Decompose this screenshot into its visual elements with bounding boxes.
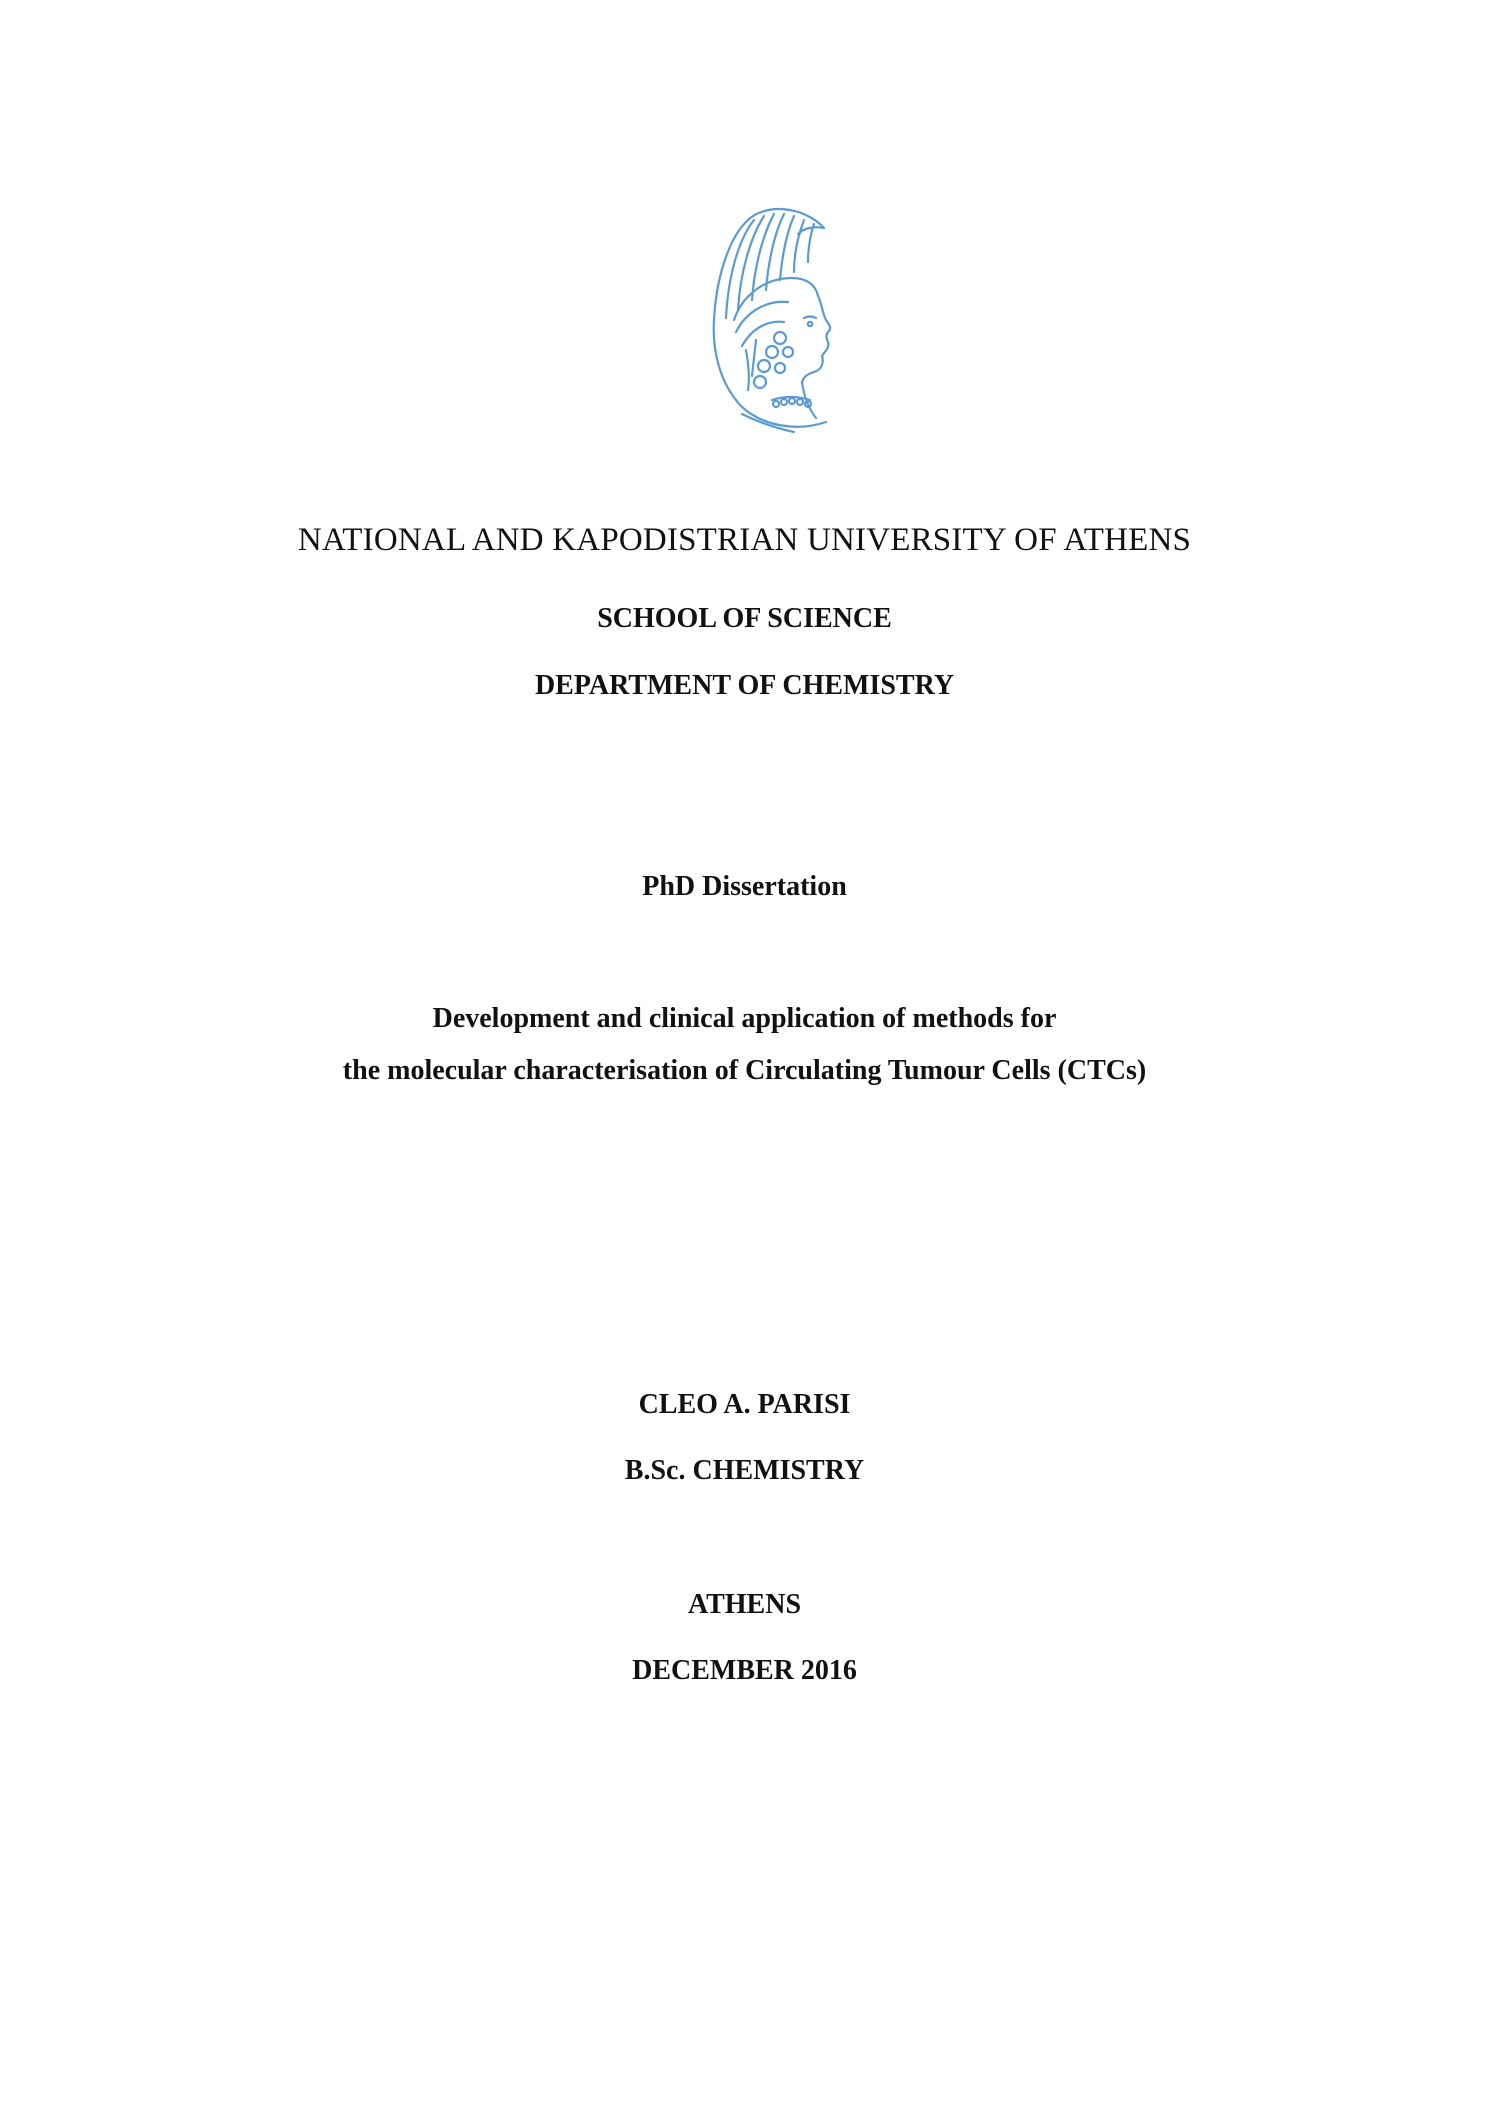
- dissertation-title-line-1: Development and clinical application of methods for: [432, 1003, 1057, 1034]
- city: ATHENS: [687, 1589, 802, 1620]
- school-name: SCHOOL OF SCIENCE: [597, 603, 892, 634]
- dissertation-title-line-2: the molecular characterisation of Circulating Tumour Cells (CTCs): [342, 1055, 1147, 1086]
- document-type: PhD Dissertation: [642, 871, 847, 902]
- athena-head-emblem-icon: [676, 200, 836, 440]
- submission-date: DECEMBER 2016: [632, 1655, 857, 1686]
- author-degree: B.Sc. CHEMISTRY: [624, 1455, 865, 1486]
- author-name: CLEO A. PARISI: [638, 1389, 851, 1420]
- university-name: NATIONAL AND KAPODISTRIAN UNIVERSITY OF ATHENS: [297, 522, 1192, 558]
- department-name: DEPARTMENT OF CHEMISTRY: [534, 670, 955, 701]
